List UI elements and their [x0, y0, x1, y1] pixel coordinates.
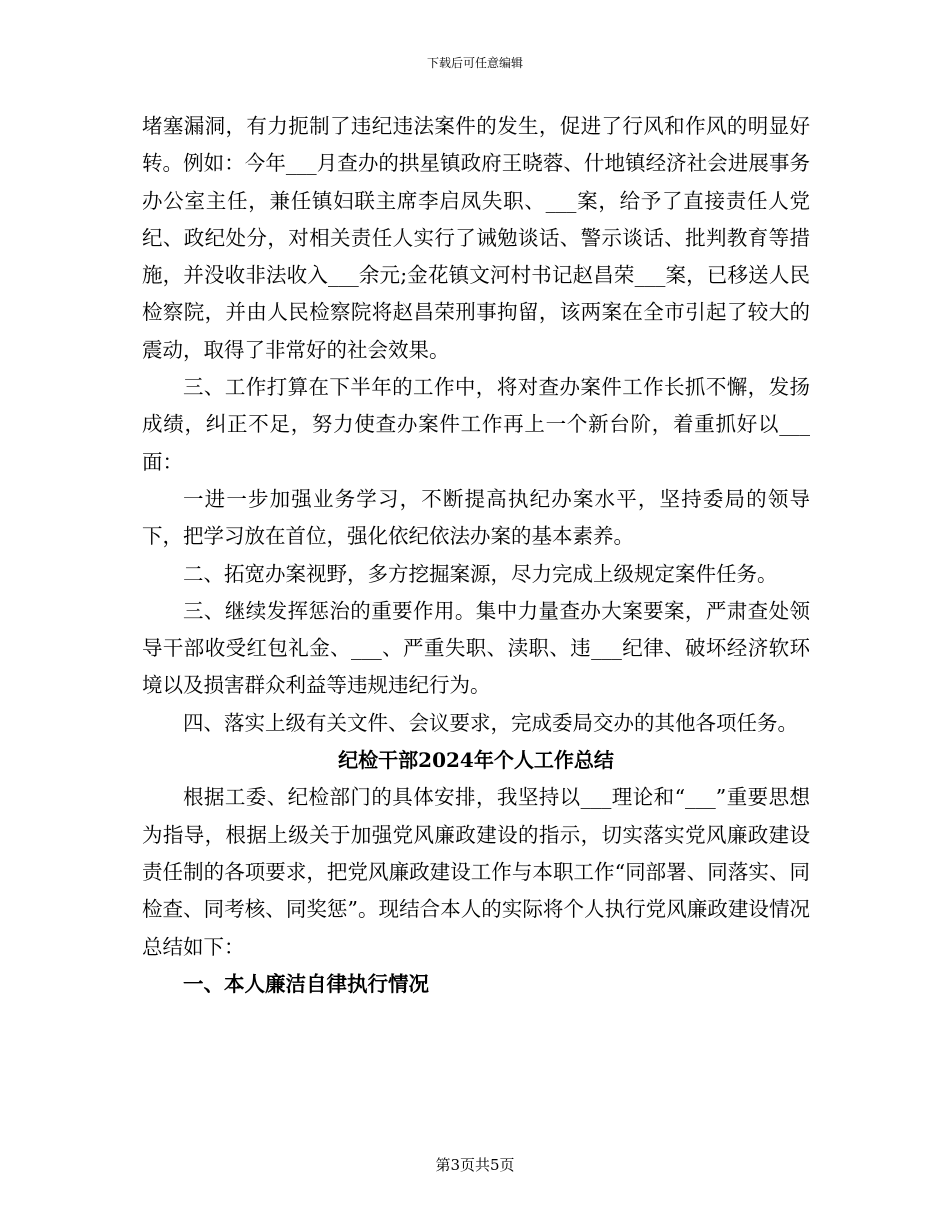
page-header-note: 下载后可任意编辑: [426, 56, 523, 70]
paragraph-plan-item-3: 三、继续发挥惩治的重要作用。集中力量查办大案要案，严肃查处领导干部收受红包礼金、___、严重失职、渎职、违___纪律、破坏经济软环境以及损害群众利益等违规违纪行为。: [142, 598, 810, 698]
paragraph-continuation: 堵塞漏洞，有力扼制了违纪违法案件的发生，促进了行风和作风的明显好转。例如：今年___月查办的拱星镇政府王晓蓉、什地镇经济社会进展事务办公室主任，兼任镇妇联主席李启凤失职、___案，给予了直接责任人党纪、政纪处分，对相关责任人实行了诫勉谈话、警示谈话、批判教育等措施，并没收非法收入___余元;金花镇文河村书记赵昌荣___案，已移送人民检察院，并由人民检察院将赵昌荣刑事拘留，该两案在全市引起了较大的震动，取得了非常好的社会效果。: [142, 114, 810, 362]
page-footer-number: 第3页共5页: [435, 1156, 515, 1174]
document-title: 纪检干部2024年个人工作总结: [338, 748, 614, 773]
paragraph-plan-item-1: 一进一步加强业务学习，不断提高执纪办案水平，坚持委局的领导下，把学习放在首位，强化依纪依法办案的基本素养。: [142, 486, 810, 549]
document-body: [142, 108, 810, 1003]
paragraph-plan-item-2: 二、拓宽办案视野，多方挖掘案源，尽力完成上级规定案件任务。: [183, 561, 778, 586]
paragraph-work-plan: 三、工作打算在下半年的工作中，将对查办案件工作长抓不懈，发扬成绩，纠正不足，努力使查办案件工作再上一个新台阶，着重抓好以___面：: [142, 375, 810, 474]
section-heading: 一、本人廉洁自律执行情况: [183, 971, 429, 996]
paragraph-plan-item-4: 四、落实上级有关文件、会议要求，完成委局交办的其他各项任务。: [183, 710, 798, 735]
paragraph-intro: 根据工委、纪检部门的具体安排，我坚持以___理论和“___”重要思想为指导，根据上级关于加强党风廉政建设的指示，切实落实党风廉政建设责任制的各项要求，把党风廉政建设工作与本职工作“同部署、同落实、同检查、同考核、同奖惩”。现结合本人的实际将个人执行党风廉政建设情况总结如下：: [142, 785, 810, 959]
